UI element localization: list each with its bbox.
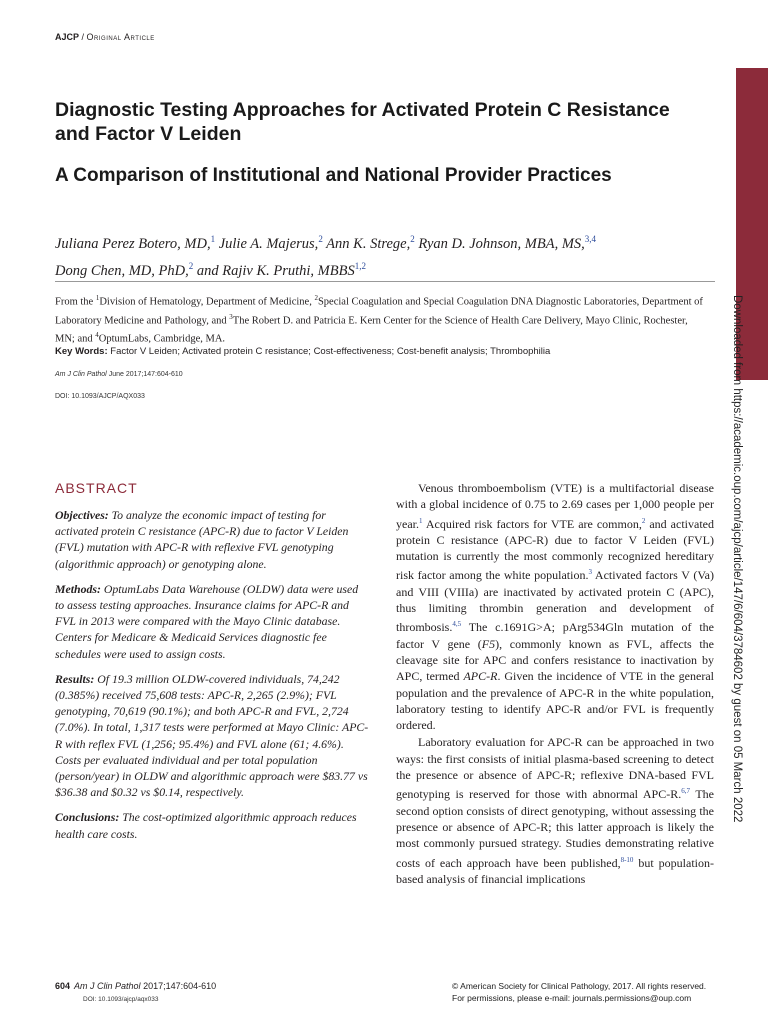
footer-details: 2017;147:604-610 <box>140 981 217 991</box>
abstract-label: Results: <box>55 671 95 686</box>
divider <box>55 281 715 282</box>
author-affiliation-ref[interactable]: 2 <box>188 260 194 271</box>
affiliation-text: Division of Hematology, Department of Medicine, <box>99 296 315 308</box>
author-name: Dong Chen, MD, PhD, <box>55 262 189 279</box>
author-name: and Rajiv K. Pruthi, MBBS <box>193 262 355 279</box>
affiliation-text: The Robert D. and Patricia E. Kern Center for the Science of Health Care Delivery, Mayo Clinic, Rochester, MN; and <box>55 315 688 345</box>
watermark-text: Downloaded from https://academic.oup.com/ajcp/article/147/6/604/3784602 by guest on 05 March 2022 <box>731 295 743 823</box>
abstract-label: Methods: <box>55 581 101 596</box>
abstract-heading: ABSTRACT <box>55 480 138 496</box>
reference-link[interactable]: 2 <box>641 516 646 525</box>
body-text-run: but population-based analysis of financial implications <box>396 855 714 886</box>
journal-abbrev: AJCP <box>55 32 80 42</box>
section-label: Original Article <box>86 32 155 42</box>
term-italic: APC-R <box>463 669 498 684</box>
body-text-run: . Given the incidence of VTE in the general population and the prevalence of APC-R in the white population, laboratory testing to identify APC-R and/or FVL is frequently ordered. <box>396 669 714 733</box>
affiliation-text: OptumLabs, Cambridge, MA. <box>98 333 226 345</box>
body-paragraph <box>396 480 714 733</box>
abstract-text: Of 19.3 million OLDW-covered individuals, 74,242 (0.385%) received 75,608 tests: APC-R, 2,265 (2.9%); FVL genotyping, 70,619 (90.1%); and both APC-R and FVL, 2,724 (7.0%). In total, 1,317 tests were performed at Mayo Clinic: APC-R with reflex FVL (1,256; 95.4%) and FVL alone (61; 4.6%). Costs per evaluated individual and per total population (person/year) in OLDW and algorithmic approach were $83.77 vs $36.38 and $0.32 vs $0.14, respectively. <box>55 671 369 800</box>
abstract-section <box>55 671 370 801</box>
keywords-label: Key Words: <box>55 346 108 357</box>
reference-link[interactable]: 1 <box>419 516 423 525</box>
footer-citation <box>55 981 216 991</box>
reference-link[interactable]: 6,7 <box>681 787 690 796</box>
footer-copyright-block <box>452 980 714 1004</box>
affiliations <box>55 291 705 347</box>
affiliation-marker: 2 <box>314 294 318 302</box>
body-text-run: and activated protein C resistance (APC-R) due to factor V Leiden (FVL) mutation is currently the most commonly recognized hereditary risk factor among the white population. <box>396 516 714 583</box>
affiliation-marker: 3 <box>229 312 233 321</box>
article-title: Diagnostic Testing Approaches for Activated Protein C Resistance and Factor V Leiden <box>55 99 670 145</box>
author-list <box>55 228 695 282</box>
abstract-section <box>55 581 370 662</box>
author-affiliation-ref[interactable]: 2 <box>318 234 323 244</box>
citation-journal: Am J Clin Pathol <box>55 371 107 378</box>
keywords-text: Factor V Leiden; Activated protein C resistance; Cost-effectiveness; Cost-benefit analysis; Thrombophilia <box>107 346 551 357</box>
permissions-line: For permissions, please e-mail: journals.permissions@oup.com <box>452 993 692 1003</box>
affiliation-text: From the <box>55 296 96 308</box>
body-text <box>396 480 714 888</box>
author-affiliation-ref[interactable]: 1 <box>210 234 216 244</box>
gene-name: F5 <box>481 636 496 651</box>
affiliation-marker: 4 <box>95 331 99 339</box>
footer-journal: Am J Clin Pathol <box>74 981 141 991</box>
body-text-run: The c.1691G>A; pArg534Gln mutation of the factor V gene ( <box>396 620 714 651</box>
abstract-section <box>55 507 370 572</box>
body-text-run: Venous thromboembolism (VTE) is a multifactorial disease with a global incidence of 0.75 to 2.69 cases per 1,000 people per year. <box>396 481 714 531</box>
author-affiliation-ref[interactable]: 3,4 <box>584 234 597 244</box>
download-watermark <box>723 295 747 975</box>
abstract-text: OptumLabs Data Warehouse (OLDW) data were used to assess testing approaches. Insurance claims for APC-R and FVL in 2013 were compared with the Mayo Clinic database. Centers for Medicare & Medicaid Services diagnostic fee schedules were used to assign costs. <box>55 581 359 661</box>
running-header <box>55 32 155 42</box>
citation-line <box>55 371 183 378</box>
page-number: 604 <box>55 981 71 991</box>
abstract-section <box>55 809 370 841</box>
header-separator: / <box>79 32 87 42</box>
keywords <box>55 346 705 357</box>
reference-link[interactable]: 8-10 <box>620 855 634 864</box>
body-text-run: Laboratory evaluation for APC-R can be approached in two ways: the first consists of initial plasma-based screening to detect the presence or absence of APC-R; reflexive DNA-based FVL genotyping is reserved for those with abnormal APC-R. <box>396 735 714 802</box>
reference-link[interactable]: 3 <box>588 568 592 577</box>
article-subtitle: A Comparison of Institutional and National Provider Practices <box>55 165 612 186</box>
abstract-label: Conclusions: <box>55 810 120 825</box>
body-text-run: The second option consists of direct genotyping, without assessing the presence or absence of APC-R; this latter approach is likely the most commonly pursued strategy. Studies demonstrating relative costs of each approach have been published, <box>396 787 714 870</box>
author-name: Ann K. Strege, <box>322 235 411 252</box>
body-text-run: Acquired risk factors for VTE are common, <box>422 516 642 531</box>
author-name: Juliana Perez Botero, MD, <box>55 235 211 252</box>
body-text-run: Activated factors V (Va) and VIII (VIIIa) are inactivated by activated protein C (APC), thus limiting thrombin generation and development of thrombosis. <box>396 568 714 635</box>
author-name: Ryan D. Johnson, MBA, MS, <box>414 235 585 252</box>
body-paragraph <box>396 734 714 887</box>
citation-details: June 2017;147:604-610 <box>106 371 183 378</box>
footer-doi[interactable]: DOI: 10.1093/ajcp/aqx033 <box>83 996 159 1003</box>
abstract-text: To analyze the economic impact of testing for activated protein C resistance (APC-R) due to factor V Leiden (FVL) mutation with APC-R with reflexive FVL genotyping (algorithmic approach) or genotyping alone. <box>55 508 349 571</box>
abstract-text: The cost-optimized algorithmic approach reduces health care costs. <box>55 810 357 841</box>
reference-link[interactable]: 4,5 <box>452 620 462 629</box>
copyright-line: © American Society for Clinical Pathology, 2017. All rights reserved. <box>452 981 707 991</box>
body-text-run: ), commonly known as FVL, affects the cleavage site for APC and confers resistance to inactivation by APC, termed <box>396 636 714 684</box>
author-affiliation-ref[interactable]: 1,2 <box>354 260 366 271</box>
abstract <box>55 507 370 851</box>
author-name: Julie A. Majerus, <box>215 235 319 252</box>
affiliation-marker: 1 <box>95 294 100 302</box>
doi-line[interactable]: DOI: 10.1093/AJCP/AQX033 <box>55 393 145 400</box>
author-affiliation-ref[interactable]: 2 <box>410 234 415 244</box>
abstract-label: Objectives: <box>55 508 109 522</box>
affiliation-text: Special Coagulation and Special Coagulation DNA Diagnostic Laboratories, Department of Laboratory Medicine and Pathology, and <box>55 296 703 326</box>
